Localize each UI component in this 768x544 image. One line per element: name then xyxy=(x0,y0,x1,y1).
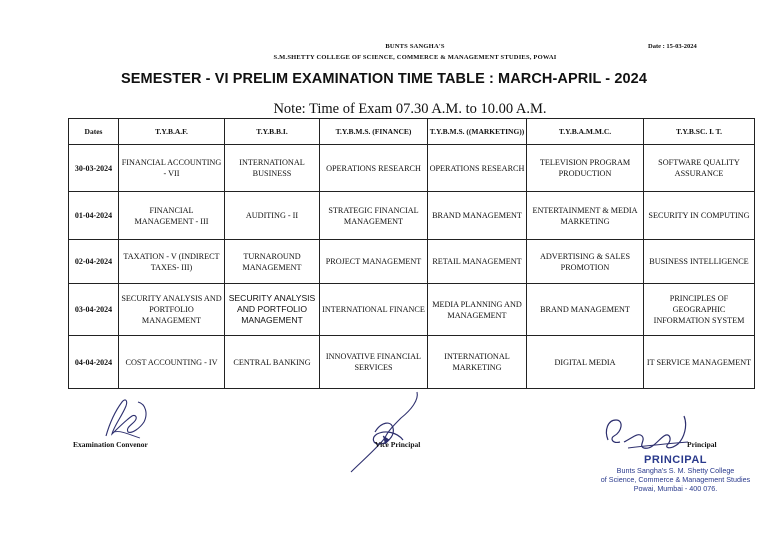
vice-principal-label: Vice Principal xyxy=(375,440,421,449)
stamp-title: PRINCIPAL xyxy=(644,454,707,466)
subject-cell: SECURITY ANALYSIS AND PORTFOLIO MANAGEMENT xyxy=(225,284,320,336)
exam-time-note: Note: Time of Exam 07.30 A.M. to 10.00 A.M. xyxy=(273,101,547,117)
exam-date: 04-04-2024 xyxy=(69,336,119,389)
subject-cell: MEDIA PLANNING AND MANAGEMENT xyxy=(428,284,527,336)
convenor-label: Examination Convenor xyxy=(73,440,148,449)
table-row xyxy=(69,336,755,389)
exam-date: 01-04-2024 xyxy=(69,192,119,240)
column-header: T.Y.B.M.S. ((MARKETING)) xyxy=(428,119,527,145)
issue-date: Date : 15-03-2024 xyxy=(648,43,697,50)
subject-cell: BUSINESS INTELLIGENCE xyxy=(644,240,755,284)
exam-date: 03-04-2024 xyxy=(69,284,119,336)
subject-cell: SECURITY ANALYSIS AND PORTFOLIO MANAGEMENT xyxy=(119,284,225,336)
table-header-row xyxy=(69,119,755,145)
subject-cell: TURNAROUND MANAGEMENT xyxy=(225,240,320,284)
subject-cell: FINANCIAL ACCOUNTING - VII xyxy=(119,145,225,192)
column-header: T.Y.B.M.S. (FINANCE) xyxy=(320,119,428,145)
column-header: T.Y.B.A.F. xyxy=(119,119,225,145)
subject-cell: COST ACCOUNTING - IV xyxy=(119,336,225,389)
stamp-line: Powai, Mumbai - 400 076. xyxy=(633,484,718,493)
subject-cell: SECURITY IN COMPUTING xyxy=(644,192,755,240)
column-header: T.Y.B.A.M.M.C. xyxy=(527,119,644,145)
table-row xyxy=(69,240,755,284)
table-row xyxy=(69,145,755,192)
principal-label: Principal xyxy=(687,440,717,449)
subject-cell: SOFTWARE QUALITY ASSURANCE xyxy=(644,145,755,192)
vice-principal-signature xyxy=(345,388,435,478)
column-header: Dates xyxy=(69,119,119,145)
subject-cell: INTERNATIONAL FINANCE xyxy=(320,284,428,336)
timetable xyxy=(68,118,755,389)
subject-cell: IT SERVICE MANAGEMENT xyxy=(644,336,755,389)
subject-cell: AUDITING - II xyxy=(225,192,320,240)
column-header: T.Y.B.SC. I. T. xyxy=(644,119,755,145)
page-title: SEMESTER - VI PRELIM EXAMINATION TIME TABLE : MARCH-APRIL - 2024 xyxy=(120,71,647,87)
org-name: BUNTS SANGHA'S xyxy=(385,43,445,50)
subject-cell: DIGITAL MEDIA xyxy=(527,336,644,389)
subject-cell: ADVERTISING & SALES PROMOTION xyxy=(527,240,644,284)
table-row xyxy=(69,192,755,240)
subject-cell: CENTRAL BANKING xyxy=(225,336,320,389)
principal-stamp xyxy=(583,455,768,493)
subject-cell: PRINCIPLES OF GEOGRAPHIC INFORMATION SYSTEM xyxy=(644,284,755,336)
stamp-line: of Science, Commerce & Management Studies xyxy=(600,475,751,484)
column-header: T.Y.B.B.I. xyxy=(225,119,320,145)
subject-cell: INTERNATIONAL BUSINESS xyxy=(225,145,320,192)
exam-date: 30-03-2024 xyxy=(69,145,119,192)
subject-cell: INTERNATIONAL MARKETING xyxy=(428,336,527,389)
subject-cell: ENTERTAINMENT & MEDIA MARKETING xyxy=(527,192,644,240)
subject-cell: STRATEGIC FINANCIAL MANAGEMENT xyxy=(320,192,428,240)
subject-cell: OPERATIONS RESEARCH xyxy=(428,145,527,192)
subject-cell: BRAND MANAGEMENT xyxy=(527,284,644,336)
subject-cell: BRAND MANAGEMENT xyxy=(428,192,527,240)
principal-signature xyxy=(598,410,698,460)
subject-cell: TELEVISION PROGRAM PRODUCTION xyxy=(527,145,644,192)
subject-cell: INNOVATIVE FINANCIAL SERVICES xyxy=(320,336,428,389)
subject-cell: TAXATION - V (INDIRECT TAXES- III) xyxy=(119,240,225,284)
subject-cell: FINANCIAL MANAGEMENT - III xyxy=(119,192,225,240)
exam-date: 02-04-2024 xyxy=(69,240,119,284)
stamp-line: Bunts Sangha's S. M. Shetty College xyxy=(616,466,735,475)
subject-cell: RETAIL MANAGEMENT xyxy=(428,240,527,284)
subject-cell: OPERATIONS RESEARCH xyxy=(320,145,428,192)
subject-cell: PROJECT MANAGEMENT xyxy=(320,240,428,284)
college-name: S.M.SHETTY COLLEGE OF SCIENCE, COMMERCE & MANAGEMENT STUDIES, POWAI xyxy=(273,54,557,61)
table-row xyxy=(69,284,755,336)
